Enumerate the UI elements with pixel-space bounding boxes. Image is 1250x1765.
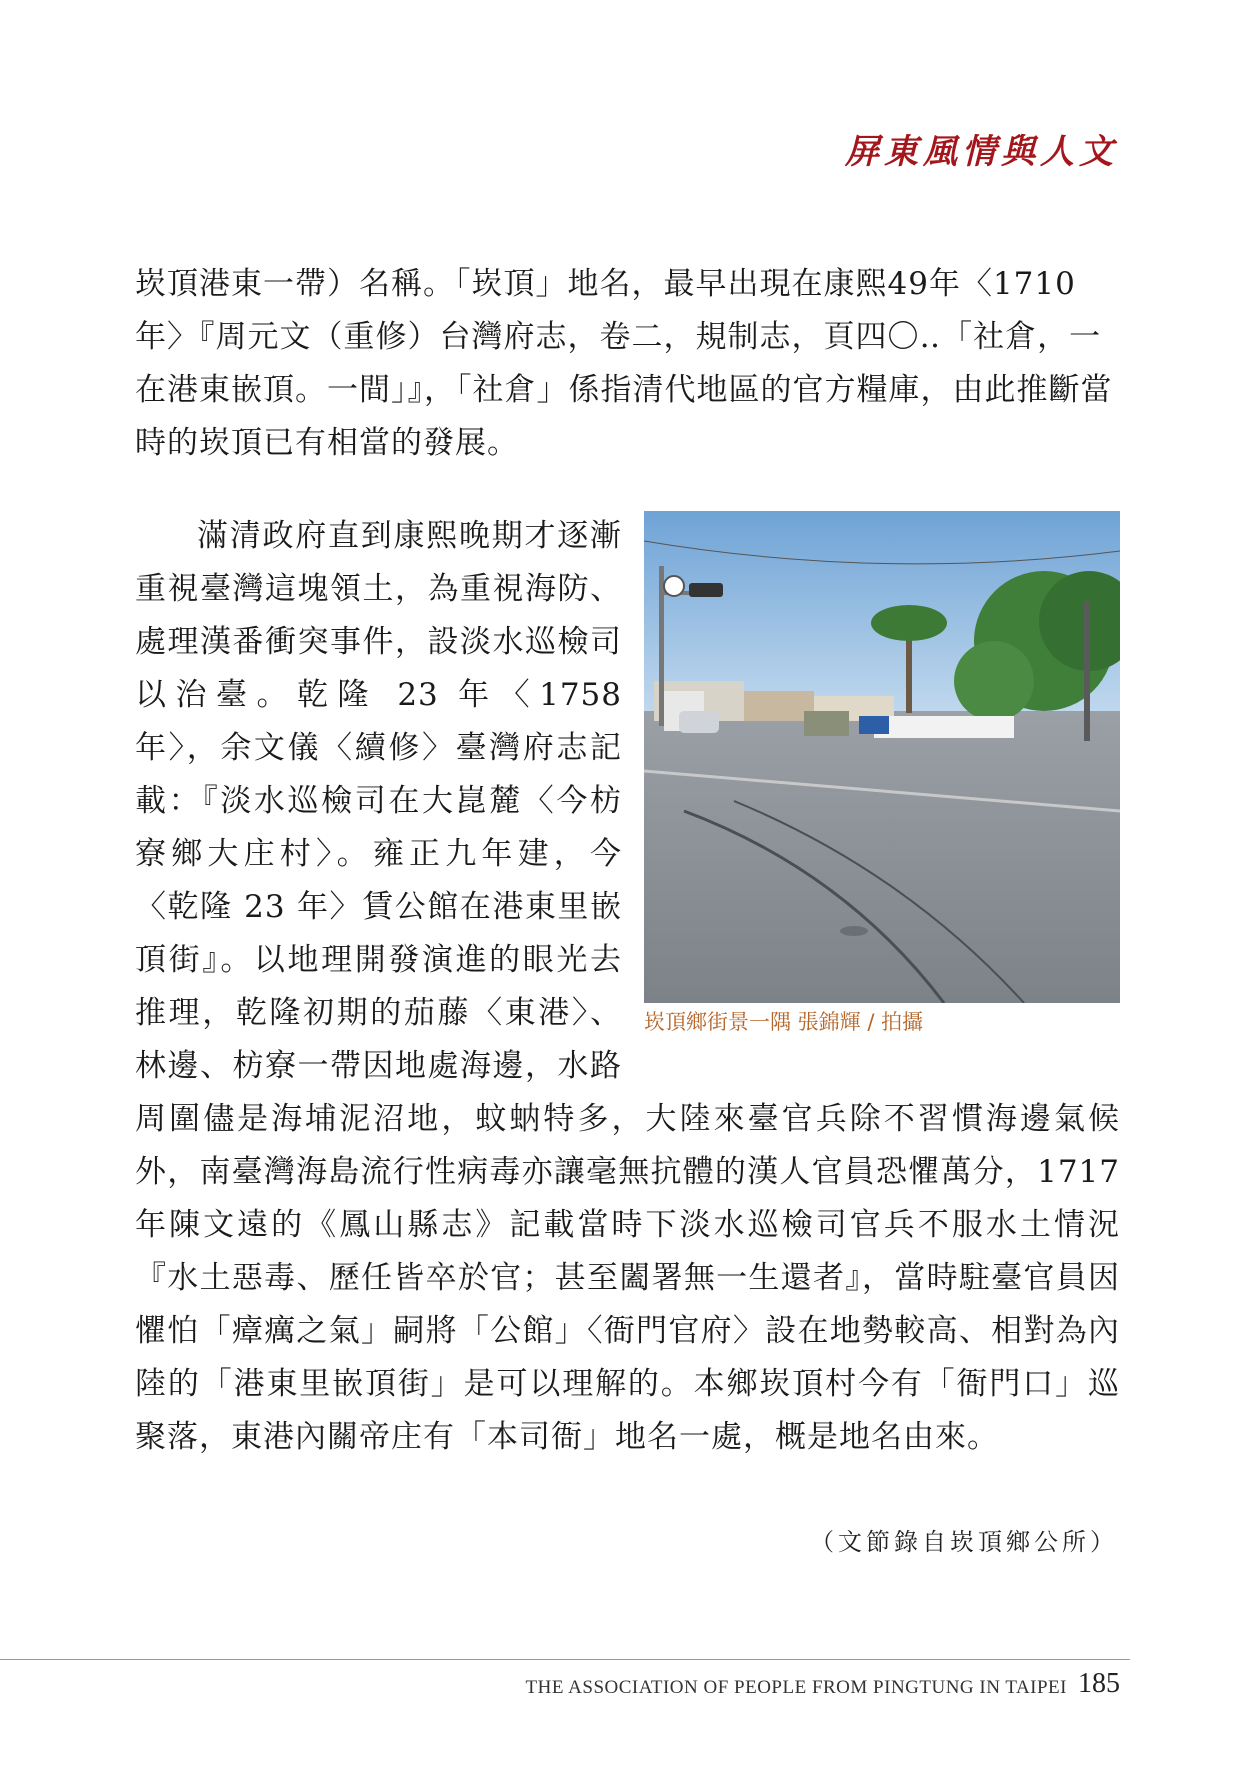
running-header-title: 屏東風情與人文 bbox=[845, 132, 1118, 172]
body-paragraph-2-wrap bbox=[135, 510, 1120, 1464]
street-scene-photo bbox=[644, 511, 1120, 1003]
footer-association-name: THE ASSOCIATION OF PEOPLE FROM PINGTUNG IN TAIPEI bbox=[525, 1677, 1067, 1698]
street-scene-illustration bbox=[644, 511, 1120, 1003]
photo-figure bbox=[644, 511, 1120, 1037]
page-number: 185 bbox=[1078, 1668, 1120, 1699]
source-note: （文節錄自崁頂鄉公所） bbox=[810, 1528, 1118, 1556]
footer-divider bbox=[0, 1659, 1130, 1660]
body-paragraph-2: 滿清政府直到康熙晚期才逐漸重視臺灣這塊領土，為重視海防、處理漢番衝突事件，設淡水巡檢司以治臺。乾隆 23 年〈1758 年〉，余文儀〈續修〉臺灣府志記載：『淡水巡檢司在大崑麓〈今枋寮鄉大庄村〉。雍正九年建，今〈乾隆 23 年〉賃公館在港東里嵌頂街』。以地理開發演進的眼光去推理，乾隆初期的茄藤〈東港〉、林邊、枋寮一帶因地處海邊，水路周圍儘是海埔泥沼地，蚊蚋特多，大陸來臺官兵除不習慣海邊氣候外，南臺灣海島流行性病毒亦讓毫無抗體的漢人官員恐懼萬分，1717 年陳文遠的《鳳山縣志》記載當時下淡水巡檢司官兵不服水土情況『水土惡毒、歷任皆卒於官；甚至闔署無一生還者』，當時駐臺官員因懼怕「瘴癘之氣」嗣將「公館」〈衙門官府〉設在地勢較高、相對為內陸的「港東里嵌頂街」是可以理解的。本鄉崁頂村今有「衙門口」巡聚落，東港內關帝庄有「本司衙」地名一處，概是地名由來。 bbox=[135, 518, 1120, 1455]
photo-caption: 崁頂鄉街景一隅 張錦輝 / 拍攝 bbox=[644, 1010, 924, 1034]
body-paragraph-1: 崁頂港東一帶）名稱。「崁頂」地名，最早出現在康熙49年〈1710年〉『周元文（重修）台灣府志，卷二，規制志，頁四〇‥「社倉，一在港東嵌頂。一間」』，「社倉」係指清代地區的官方糧庫，由此推斷當時的崁頂已有相當的發展。 bbox=[135, 266, 1113, 461]
